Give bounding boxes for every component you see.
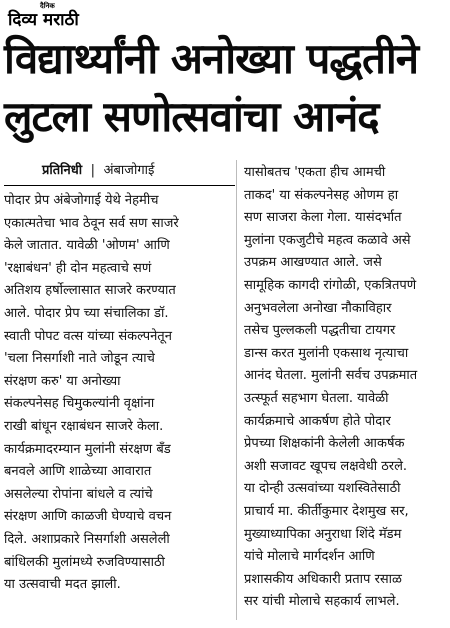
article-line: सण साजरा केला गेला. यासंदर्भात [244,210,402,226]
article-line: 'रक्षाबंधन' ही दोन महत्वाचे सणं [4,260,152,276]
headline-line-2: लुटला सणोत्सवांचा आनंद [4,92,379,141]
article-line: प्रेपच्या शिक्षकांनी केलेली आकर्षक [244,436,405,452]
article-line: एकात्मतेचा भाव ठेवून सर्व सण साजरे [4,215,179,231]
article-column-left [4,190,230,597]
article-line: उपक्रम आखण्यात आले. जसे [244,255,382,271]
article-column-right [244,162,444,614]
article-line: सामूहिक कागदी रांगोळी, एकत्रितपणे [244,277,417,293]
article-line: यासोबतच 'एकता हीच आमची [244,165,386,180]
article-line: संकल्पनेसह चिमुकल्यांनी वृक्षांना [4,396,155,412]
article-line: प्राचार्य मा. कीर्तीकुमार देशमुख सर, [244,503,409,519]
article-line: बांधिलकी मुलांमध्ये रुजविण्यासाठी [4,554,165,570]
article-line: मुलांना एकजुटीचे महत्व कळावे असे [244,232,411,248]
byline-place: अंबाजोगाई [103,163,155,178]
article-line: अतिशय हर्षोल्लासात साजरे करण्यात [4,283,176,299]
article-byline [42,160,154,178]
article-line: आले. पोदार प्रेप च्या संचालिका डॉ. [4,305,169,321]
article-line: स्वाती पोपट वत्स यांच्या संकल्पनेतून [4,328,172,344]
article-headline [4,30,446,146]
article-line: मुख्याध्यापिका अनुराधा शिंदे मॅडम [244,526,402,542]
masthead-daily-label: दैनिक [40,2,55,10]
article-line: सर यांची मोलाचे सहकार्य लाभले. [244,594,400,610]
byline-rule [4,185,235,186]
article-line: संरक्षण करु' या अनोख्या [4,373,121,389]
article-line: डान्स करत मुलांनी एकसाथ नृत्याचा [244,345,409,361]
article-line: अनुभवलेला अनोखा नौकाविहार [244,300,392,316]
masthead-brand: दिव्य मराठी [8,10,79,30]
article-line: अशी सजावट खूपच लक्षवेधी ठरले. [244,458,408,474]
column-divider [236,160,237,620]
article-line: कार्यक्रमादरम्यान मुलांनी संरक्षण बँड [4,441,171,457]
byline-reporter: प्रतिनिधी [42,163,83,178]
article-line: पोदार प्रेप अंबेजोगाई येथे नेहमीच [4,193,159,208]
article-line: प्रशासकीय अधिकारी प्रताप रसाळ [244,571,402,587]
article-line: आनंद घेतला. मुलांनी सर्वच उपक्रमात [244,368,418,384]
byline-separator: | [90,163,96,178]
article-line: दिले. अशाप्रकारे निसर्गाशी असलेली [4,531,170,547]
article-line: कार्यक्रमाचे आकर्षण होते पोदार [244,413,391,429]
article-line: उत्स्फूर्त सहभाग घेतला. यावेळी [244,390,389,406]
article-line: राखी बांधून रक्षाबंधन साजरे केला. [4,418,164,434]
article-line: तसेच पुल्लकली पद्धतीचा टायगर [244,323,396,339]
article-line: या उत्सवाची मदत झाली. [4,577,121,593]
article-line: या दोन्ही उत्सवांच्या यशस्वितेसाठी [244,481,401,497]
article-line: केले जातात. यावेळी 'ओणम' आणि [4,238,170,254]
newspaper-masthead [8,2,138,28]
headline-line-1: विद्यार्थ्यांनी अनोख्या पद्धतीने [4,34,419,83]
article-line: 'चला निसर्गाशी नाते जोडून त्याचे [4,351,155,367]
article-line: असलेल्या रोपांना बांधले व त्यांचे [4,486,153,502]
article-line: संरक्षण आणि काळजी घेण्याचे वचन [4,509,172,525]
article-line: बनवले आणि शाळेच्या आवारात [4,464,152,480]
article-line: यांचे मोलाचे मार्गदर्शन आणि [244,549,375,565]
article-line: ताकद' या संकल्पनेसह ओणम हा [244,187,399,203]
